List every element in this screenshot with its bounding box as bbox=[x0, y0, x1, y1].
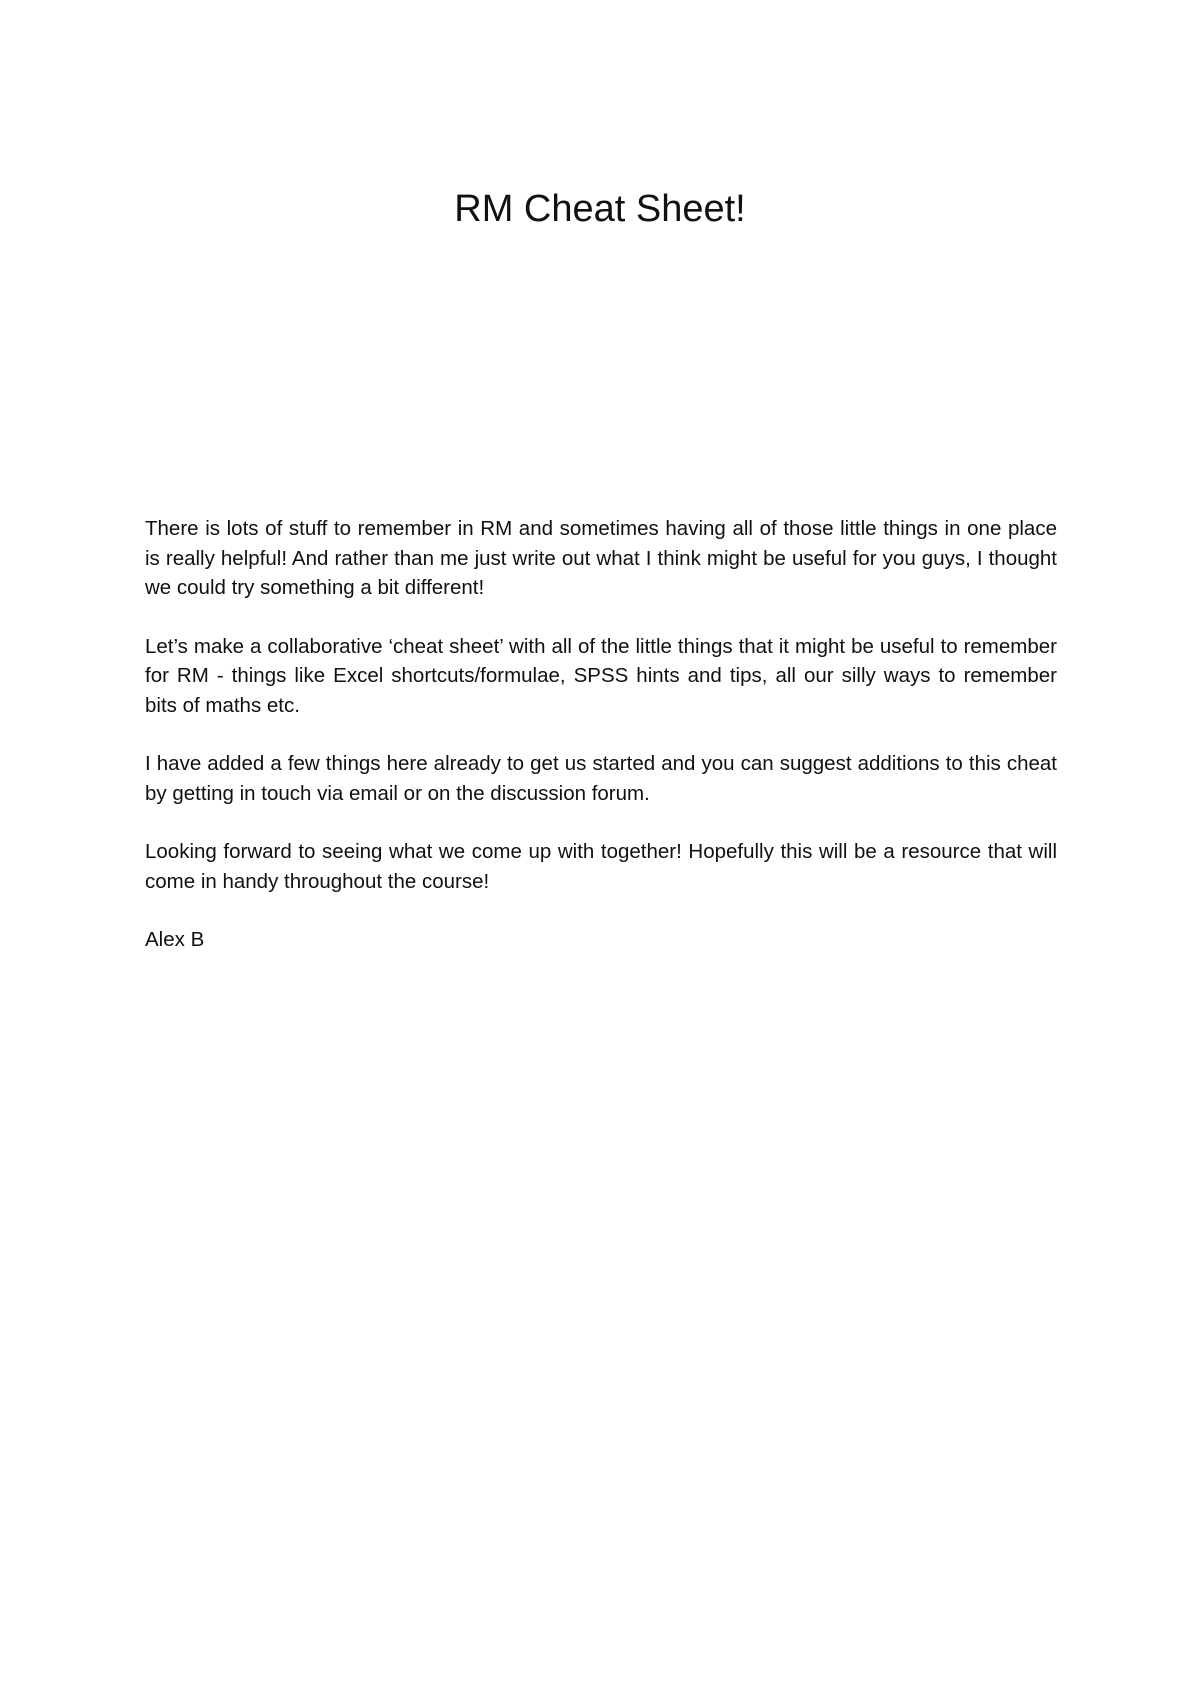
paragraph-intro: There is lots of stuff to remember in RM and sometimes having all of those little things in one place is really helpful! And rather than me just write out what I think might be useful for you guys, I thought we could try something a bit different! bbox=[145, 517, 1057, 599]
page-title: RM Cheat Sheet! bbox=[454, 188, 746, 230]
paragraph-closing: Looking forward to seeing what we come up with together! Hopefully this will be a resource that will come in handy throughout the course! bbox=[145, 840, 1057, 893]
paragraph-additions: I have added a few things here already to get us started and you can suggest additions to this cheat by getting in touch via email or on the discussion forum. bbox=[145, 752, 1057, 805]
document-body bbox=[145, 514, 1057, 984]
paragraph-collaborative: Let’s make a collaborative ‘cheat sheet’ with all of the little things that it might be useful to remember for RM - things like Excel shortcuts/formulae, SPSS hints and tips, all our silly ways to remember bits of maths etc. bbox=[145, 634, 1057, 717]
signature: Alex B bbox=[145, 928, 205, 951]
